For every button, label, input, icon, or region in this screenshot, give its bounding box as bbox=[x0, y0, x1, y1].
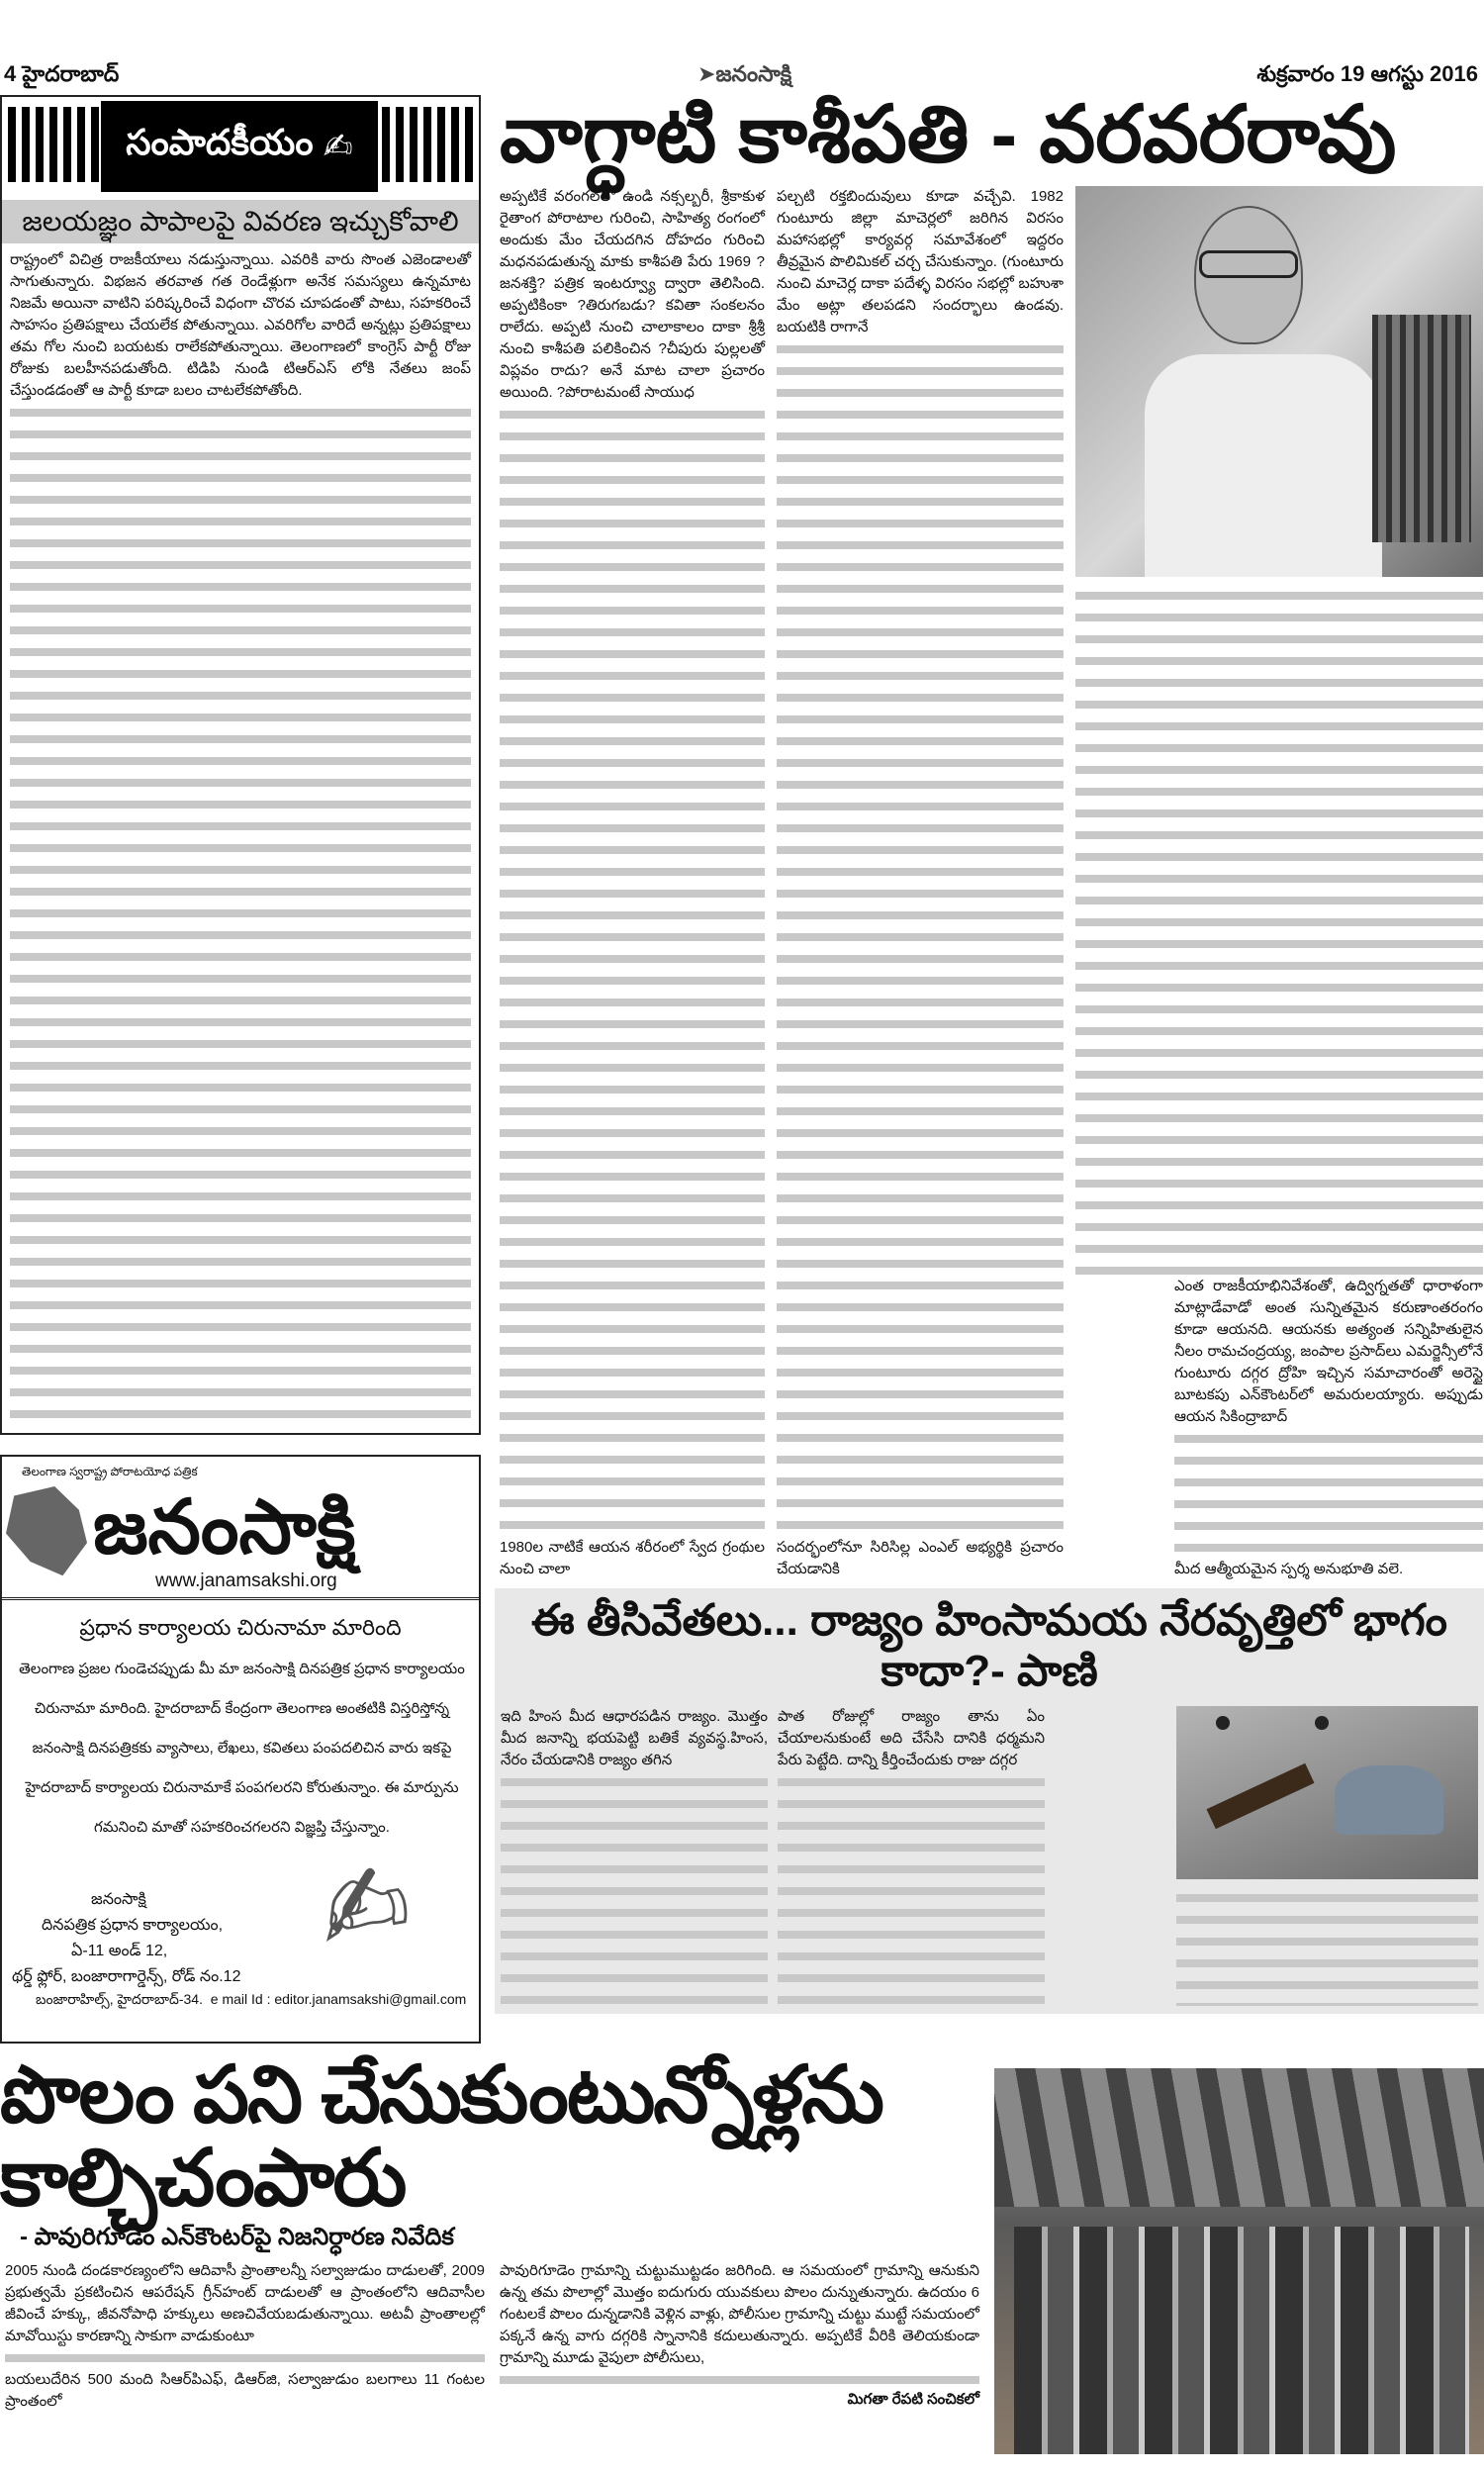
bottom-col2: పావురిగూడెం గ్రామాన్ని చుట్టుముట్టడం జరిగింది. ఆ సమయంలో గ్రామాన్ని ఆనుకుని ఉన్న తమ పొలాల్లో మొత్తం ఐదుగురు యువకులు పొలం దున్నుతున్నారు. ఉదయం 6 గంటలకే పొలం దున్నడానికి వెళ్లిన వాళ్లు, పోలీసుల గ్రామాన్ని చుట్టు ముట్టే సమయంలో పక్కనే ఉన్న వాగు దగ్గరికి స్నానానికి కదులుతున్నారు. అప్పటికే వీరికి తెలియకుండా గ్రామాన్ని మూడు వైపులా పోలీసులు, bbox=[500, 2262, 979, 2366]
panel-headline: ఈ తీసివేతలు... రాజ్యం హింసామయ నేరవృత్తిలో భాగం కాదా?- పాణి bbox=[530, 1596, 1447, 1695]
bottom-article bbox=[0, 2050, 984, 2413]
panel-col1: ఇది హింస మీద ఆధారపడిన రాజ్యం. మొత్తం మీద జనాన్ని భయపెట్టి బతికే వ్యవస్థ.హింస, నేరం చేయడానికి రాజ్యం తగిన bbox=[501, 1708, 768, 1769]
main-article-col2: పల్చటి రక్తబిందువులు కూడా వచ్చేవి. 1982 గుంటూరు జిల్లా మాచెర్లలో జరిగిన విరసం మహాసభల్లో కార్యవర్గ సమావేశంలో ఇద్దరం తీవ్రమైన పొలిమికల్ చర్చ చేసుకున్నాం. (గుంటూరు నుంచి మాచెర్ల దాకా పదేళ్ళ విరసం సభల్లో బహుశా మేం అట్లా తలపడని సందర్భాలు ఉండవు. బయటికి రాగానే bbox=[777, 188, 1064, 335]
main-headline: వాగ్ధాటి కాశీపతి - వరవరరావు bbox=[500, 90, 1397, 178]
bottom-col1: 2005 నుండి దండకారణ్యంలోని ఆదివాసీ ప్రాంతాలన్నీ సల్వాజుడుం దాడులతో, 2009 ప్రభుత్వమే ప్రకటించిన ఆపరేషన్ గ్రీన్‌హంట్ దాడులతో ఆ ప్రాంతంలోని ఆదివాసీల జీవించే హక్కు, జీవనోపాధి హక్కులు అణచివేయబడుతున్నాయి. అటవీ ప్రాంతాలల్లో మావోయిస్టు కారణాన్ని సాకుగా వాడుకుంటూ bbox=[5, 2262, 485, 2344]
continued-note: మిగతా రేపటి సంచికలో bbox=[847, 2391, 979, 2408]
panel-col2: పాత రోజుల్లో రాజ్యం తాను ఏం చేయాలనుకుంటే అది చేసేసి దానికి ధర్మమని పేరు పెట్టేది. దాన్ని కీర్తించేందుకు రాజు దగ్గర bbox=[778, 1708, 1045, 1769]
ad-website: www.janamsakshi.org bbox=[155, 1570, 337, 1591]
writing-hand-icon: ✍ bbox=[309, 1838, 420, 1975]
ad-body: తెలంగాణ ప్రజల గుండెచప్పుడు మీ మా జనంసాక్షి దినపత్రిక ప్రధాన కార్యాలయం చిరునామా మారింది. హైదరాబాద్ కేంద్రంగా తెలంగాణ అంతటికి విస్తరిస్తోన్న జనంసాక్షి దినపత్రికకు వ్యాసాలు, లేఖలు, కవితలు పంపదలిచిన వారు ఇకపై హైదరాబాద్ కార్యాలయ చిరునామాకే పంపగలరని కోరుతున్నాం. ఈ మార్పును గమనించి మాతో సహకరించగలరని విజ్ఞప్తి చేస్తున్నాం. bbox=[19, 1661, 465, 1836]
main-article-col2-end: సందర్భంలోనూ సిరిసిల్ల ఎంఎల్ అభ్యర్థికి ప్రచారం చేయడానికి bbox=[777, 1539, 1064, 1577]
gavel-police-cap-photo bbox=[1176, 1706, 1478, 1879]
logo-icon: ➤ bbox=[697, 61, 716, 86]
paper-name-header bbox=[697, 61, 791, 92]
panel-article bbox=[495, 1588, 1484, 2014]
main-article-col3-end: మీద ఆత్మీయమైన స్పర్శ అనుభూతి వలె. bbox=[1174, 1561, 1404, 1577]
ad-tagline: తెలంగాణ స్వరాష్ట్ర పోరాటయోధ పత్రిక bbox=[22, 1465, 198, 1478]
bottom-col1-end: బయలుదేరిన 500 మంది సిఆర్‌పిఎఫ్, డిఆర్‌జి, సల్వాజుడుం బలగాలు 11 గంటల ప్రాంతంలో bbox=[5, 2371, 485, 2410]
editorial-box bbox=[0, 95, 481, 1435]
editorial-body: రాష్ట్రంలో విచిత్ర రాజకీయాలు నడుస్తున్నాయి. ఎవరికి వారు సొంత ఎజెండాలతో సాగుతున్నారు. విభజన తరవాత గత రెండేళ్లుగా అనేక సమస్యలు ఉన్నమాట నిజమే అయినా వాటిని పరిష్కరించే విధంగా చొరవ చూపడంతో పాటు, సహకరించే సాహసం ప్రతిపక్షాలు చేయలేక పోతున్నాయి. ఎవరిగోల వారిదే అన్నట్లు ప్రతిపక్షాలు తమ గోల నుంచి బయటకు రాలేకపోతున్నాయి. తెలంగాణలో కాంగ్రెస్ పార్టీ రోజు రోజుకు బలహీనపడుతోంది. టిడిపి నుండి టిఆర్ఎస్ లోకి నేతలు జంప్ చేస్తుండడంతో ఆ పార్టీ కూడా బలం చాటలేకపోతోంది. bbox=[10, 251, 471, 399]
issue-date: శుక్రవారం 19 ఆగస్టు 2016 bbox=[1256, 61, 1478, 86]
telangana-map-icon bbox=[6, 1486, 87, 1580]
page-label: 4 హైదరాబాద్ bbox=[4, 61, 120, 86]
main-article-col3: ఎంత రాజకీయాభినివేశంతో, ఉద్విగ్నతతో ధారాళంగా మాట్లాడేవాడో అంత సున్నితమైన కరుణాంతరంగం కూడా ఆయనది. ఆయనకు అత్యంత సన్నిహితులైన నీలం రామచంద్రయ్య, జంపాల ప్రసాద్‌లు ఎమర్జెన్సీలోనే గుంటూరు దగ్గర ద్రోహి ఇచ్చిన సమాచారంతో అరెస్టై బూటకపు ఎన్‌కౌంటర్‌లో అమరులయ్యారు. అప్పుడు ఆయన సికింద్రాబాద్ bbox=[1174, 1278, 1483, 1425]
ad-title: ప్రధాన కార్యాలయ చిరునామా మారింది bbox=[79, 1615, 402, 1640]
ad-email: e mail Id : editor.janamsakshi@gmail.com bbox=[210, 1991, 467, 2007]
editorial-section-title: సంపాదకీయం ✍ bbox=[101, 101, 378, 192]
address-change-ad bbox=[0, 1455, 481, 2044]
pen-icon: ✍ bbox=[323, 126, 353, 166]
main-article bbox=[495, 91, 1484, 1580]
paper-name: జనంసాక్షి bbox=[715, 61, 792, 86]
main-article-col1-end: 1980ల నాటికే ఆయన శరీరంలో స్వేద గ్రంథుల నుంచి చాలా bbox=[500, 1539, 765, 1577]
villagers-photo bbox=[994, 2068, 1484, 2454]
editorial-headline: జలయజ్ఞం పాపాలపై వివరణ ఇచ్చుకోవాలి bbox=[2, 200, 479, 243]
ad-address-last: బంజారాహిల్స్, హైదరాబాద్-34. e mail Id : editor.janamsakshi@gmail.com bbox=[36, 1991, 467, 2007]
main-article-col1: అప్పటికే వరంగల్‌లో ఉండి నక్సల్బరీ, శ్రీకాకుళ రైతాంగ పోరాటాల గురించి, సాహిత్య రంగంలో అందుకు మేం చేయదగిన దోహదం గురించి మధనపడుతున్న మాకు కాశీపతి పేరు 1969 ?జనశక్తి? పత్రిక ఇంటర్వ్యూ ద్వారా తెలిసింది. అప్పటికింకా ?తిరుగబడు? కవితా సంకలనం రాలేదు. అప్పటి నుంచి చాలాకాలం దాకా శ్రీశ్రీ నుంచి కాశీపతి పలికించిన ?చీపురు పుల్లలతో విప్లవం రాదు? అనే మాట చాలా ప్రచారం అయింది. ?పోరాటమంటే సాయుధ bbox=[500, 188, 765, 401]
editorial-body-continued bbox=[10, 402, 471, 1429]
ad-address: జనంసాక్షి దినపత్రిక ప్రధాన కార్యాలయం, ఏ-11 అండ్ 12, థర్డ్ ఫ్లోర్, బంజారాగార్డెన్స్, రోడ్ నం.12 bbox=[12, 1891, 241, 1985]
bottom-subheadline: - పావురిగూడెం ఎన్‌కౌంటర్‌పై నిజనిర్ధారణ నివేదిక bbox=[20, 2224, 454, 2250]
portrait-photo bbox=[1075, 186, 1483, 577]
ad-logo-text: జనంసాక్షి bbox=[93, 1485, 356, 1570]
bottom-headline: పొలం పని చేసుకుంటున్నోళ్లను కాల్చిచంపారు bbox=[0, 2050, 882, 2222]
